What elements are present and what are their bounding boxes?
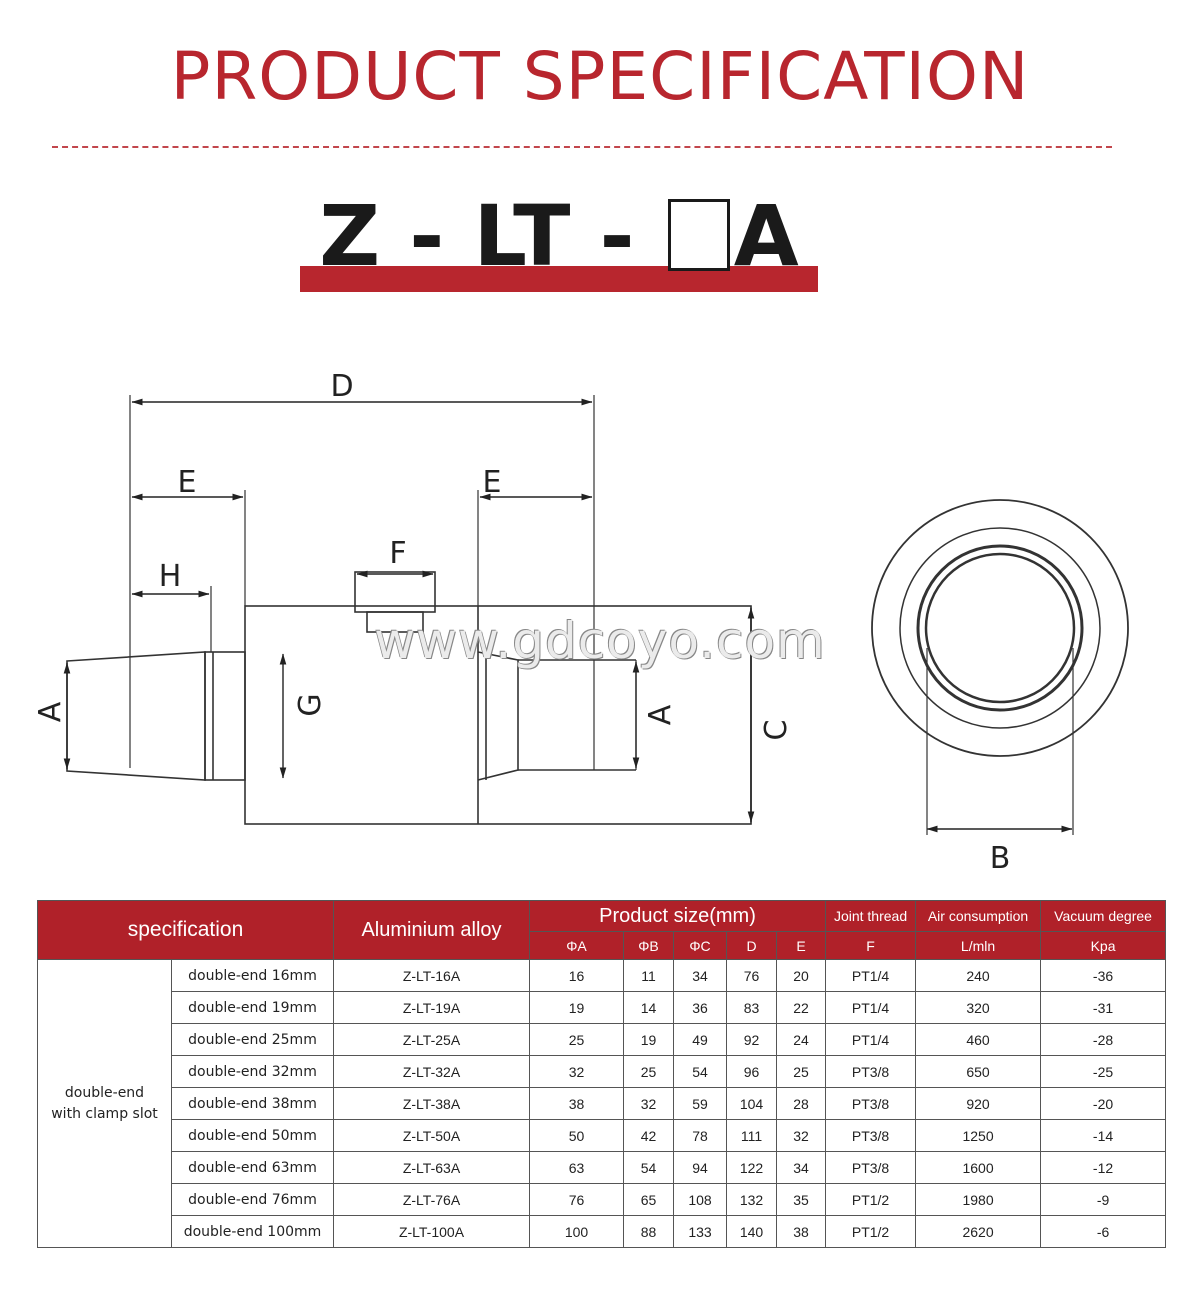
subheader-phiC: ΦC [674,932,727,960]
spec-table-body [38,960,1166,1248]
cell-c: 108 [674,1184,727,1216]
cell-a: 25 [530,1024,624,1056]
subheader-D: D [727,932,777,960]
cell-spec: double-end 100mm [172,1216,334,1248]
cell-model: Z-LT-50A [334,1120,530,1152]
cell-vac: -36 [1041,960,1166,992]
subheader-air-unit: L/mln [916,932,1041,960]
cell-vac: -14 [1041,1120,1166,1152]
table-row [38,1088,1166,1120]
table-row [38,960,1166,992]
left-clamp-ring [205,652,245,780]
subheader-E: E [777,932,826,960]
cell-model: Z-LT-25A [334,1024,530,1056]
cell-vac: -12 [1041,1152,1166,1184]
cell-c: 49 [674,1024,727,1056]
cell-d: 140 [727,1216,777,1248]
cell-spec: double-end 32mm [172,1056,334,1088]
cell-c: 34 [674,960,727,992]
cell-model: Z-LT-63A [334,1152,530,1184]
cell-d: 96 [727,1056,777,1088]
cell-b: 32 [624,1088,674,1120]
cell-spec: double-end 76mm [172,1184,334,1216]
cell-spec: double-end 50mm [172,1120,334,1152]
cell-d: 104 [727,1088,777,1120]
table-row [38,1120,1166,1152]
cell-f: PT1/2 [826,1184,916,1216]
cell-vac: -25 [1041,1056,1166,1088]
label-D: D [330,369,354,404]
watermark: www.gdcoyo.com [374,612,826,670]
subheader-F: F [826,932,916,960]
cell-b: 42 [624,1120,674,1152]
cell-air: 460 [916,1024,1041,1056]
cell-model: Z-LT-38A [334,1088,530,1120]
cell-f: PT3/8 [826,1088,916,1120]
cell-c: 36 [674,992,727,1024]
cell-c: 78 [674,1120,727,1152]
cell-f: PT1/4 [826,1024,916,1056]
cell-c: 59 [674,1088,727,1120]
label-E-left: E [177,465,197,500]
subheader-phiB: ΦB [624,932,674,960]
spec-table [37,900,1166,1248]
cell-b: 14 [624,992,674,1024]
cell-air: 320 [916,992,1041,1024]
cell-e: 28 [777,1088,826,1120]
group-label-line: with clamp slot [51,1105,158,1122]
cell-e: 25 [777,1056,826,1088]
label-E-right: E [482,465,502,500]
cell-spec: double-end 19mm [172,992,334,1024]
cell-b: 19 [624,1024,674,1056]
cell-a: 76 [530,1184,624,1216]
table-row [38,1216,1166,1248]
cell-air: 1250 [916,1120,1041,1152]
model-prefix: Z - LT - [319,187,664,285]
cell-f: PT1/4 [826,960,916,992]
label-A-right: A [643,704,678,726]
label-H: H [158,559,182,594]
cell-e: 22 [777,992,826,1024]
subheader-vacuum-unit: Kpa [1041,932,1166,960]
cell-a: 38 [530,1088,624,1120]
cell-a: 16 [530,960,624,992]
cell-f: PT1/4 [826,992,916,1024]
cell-b: 11 [624,960,674,992]
cell-e: 35 [777,1184,826,1216]
label-G: G [293,693,328,717]
cell-c: 133 [674,1216,727,1248]
cell-vac: -9 [1041,1184,1166,1216]
label-A-left: A [33,701,68,723]
cell-model: Z-LT-32A [334,1056,530,1088]
cell-spec: double-end 16mm [172,960,334,992]
cell-b: 54 [624,1152,674,1184]
cell-e: 24 [777,1024,826,1056]
cell-b: 65 [624,1184,674,1216]
cell-vac: -31 [1041,992,1166,1024]
cell-vac: -28 [1041,1024,1166,1056]
label-F: F [389,536,407,571]
cell-f: PT3/8 [826,1120,916,1152]
cell-model: Z-LT-76A [334,1184,530,1216]
cell-air: 650 [916,1056,1041,1088]
cell-model: Z-LT-19A [334,992,530,1024]
cell-d: 76 [727,960,777,992]
group-label [38,960,172,1248]
cell-air: 2620 [916,1216,1041,1248]
table-row [38,1024,1166,1056]
subheader-phiA: ΦA [530,932,624,960]
cell-f: PT3/8 [826,1056,916,1088]
cell-a: 100 [530,1216,624,1248]
cell-b: 88 [624,1216,674,1248]
cell-d: 132 [727,1184,777,1216]
cell-e: 38 [777,1216,826,1248]
title-divider [52,146,1112,148]
cell-e: 32 [777,1120,826,1152]
cell-b: 25 [624,1056,674,1088]
cell-spec: double-end 38mm [172,1088,334,1120]
header-specification: specification [38,901,334,960]
model-suffix: A [733,187,799,285]
cell-air: 920 [916,1088,1041,1120]
cell-air: 1600 [916,1152,1041,1184]
cell-d: 83 [727,992,777,1024]
cell-air: 240 [916,960,1041,992]
side-view [67,395,751,824]
cell-c: 94 [674,1152,727,1184]
table-row [38,1056,1166,1088]
cell-spec: double-end 25mm [172,1024,334,1056]
page-title: PRODUCT SPECIFICATION [170,38,1030,115]
cell-c: 54 [674,1056,727,1088]
cell-a: 32 [530,1056,624,1088]
cell-e: 34 [777,1152,826,1184]
cell-d: 92 [727,1024,777,1056]
model-code [300,186,818,286]
cell-a: 63 [530,1152,624,1184]
header-material: Aluminium alloy [334,901,530,960]
label-B: B [989,841,1011,876]
header-product-size: Product size(mm) [530,901,826,932]
header-vacuum-degree: Vacuum degree [1041,901,1166,932]
table-row [38,992,1166,1024]
label-C: C [759,719,794,741]
cell-model: Z-LT-100A [334,1216,530,1248]
cell-d: 111 [727,1120,777,1152]
header-air-consumption: Air consumption [916,901,1041,932]
table-row [38,1152,1166,1184]
size-placeholder-box [668,199,730,271]
cell-e: 20 [777,960,826,992]
cell-vac: -6 [1041,1216,1166,1248]
cell-spec: double-end 63mm [172,1152,334,1184]
table-row [38,1184,1166,1216]
cell-f: PT3/8 [826,1152,916,1184]
header-joint-thread: Joint thread [826,901,916,932]
cell-air: 1980 [916,1184,1041,1216]
cell-f: PT1/2 [826,1216,916,1248]
left-nozzle [67,652,205,780]
cell-d: 122 [727,1152,777,1184]
group-label-line: double-end [64,1084,145,1101]
cell-a: 50 [530,1120,624,1152]
cell-model: Z-LT-16A [334,960,530,992]
right-port [478,652,518,780]
cell-a: 19 [530,992,624,1024]
cell-vac: -20 [1041,1088,1166,1120]
